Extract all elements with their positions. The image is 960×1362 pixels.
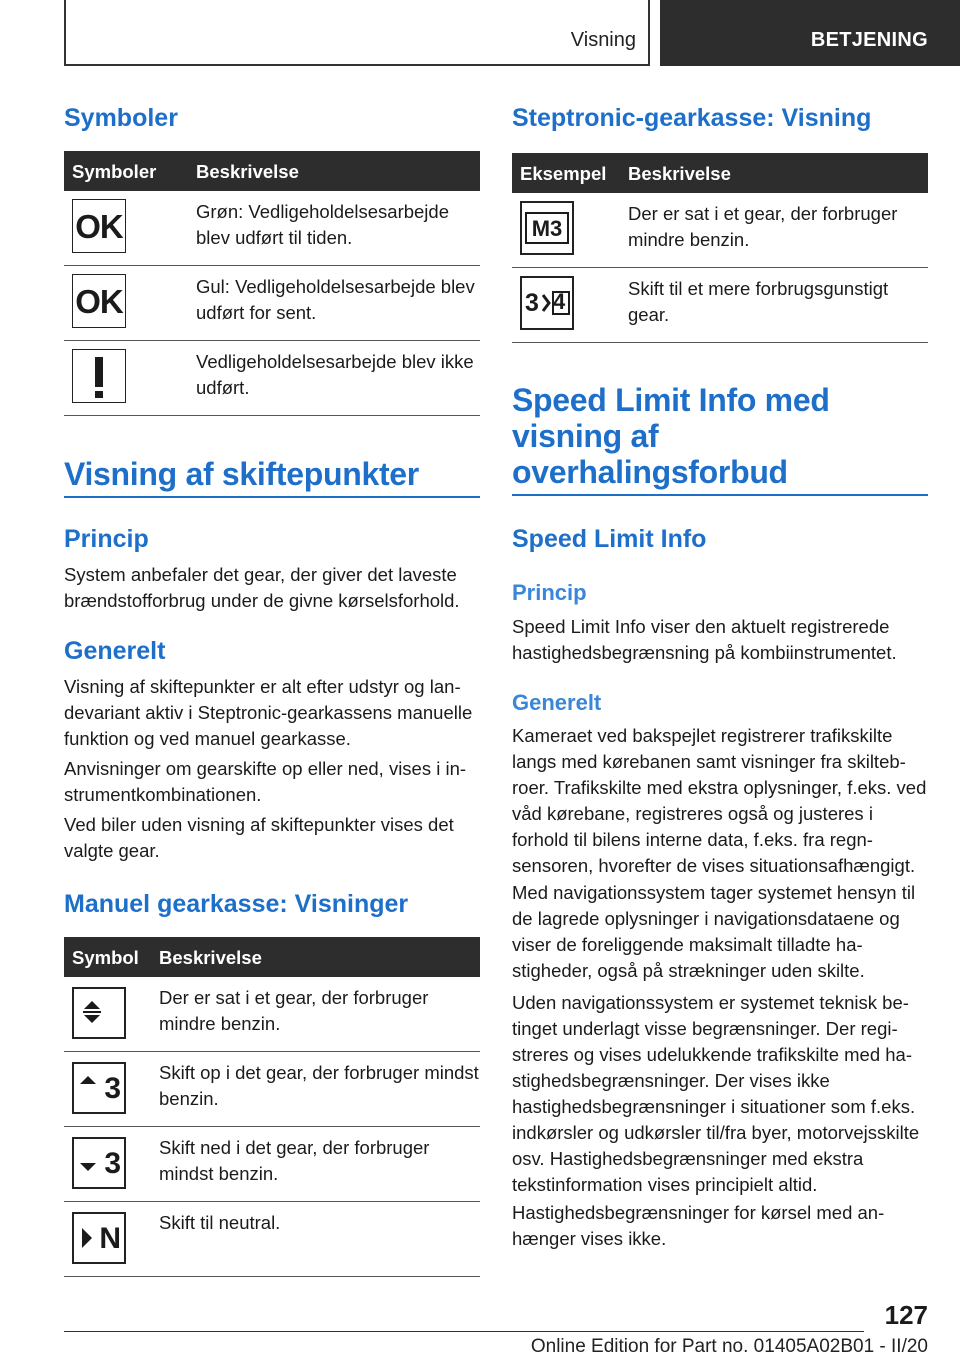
heading-rule xyxy=(64,496,480,498)
heading-rule xyxy=(512,494,928,496)
shift-3-to-4-icon: 3 4 xyxy=(520,276,574,330)
generelt-paragraph-2: Anvisninger om gearskifte op eller ned, vises i instrumentkombinationen. xyxy=(64,758,467,805)
col-header-symbol: Symboler xyxy=(72,161,157,182)
symbols-table-header xyxy=(64,151,480,191)
table-row: 3 Skift ned i det gear, der forbruger mindst benzin. xyxy=(64,1127,480,1202)
header-chapter-tab[interactable] xyxy=(660,0,960,66)
ok-icon: OK xyxy=(72,199,126,253)
shift-down-3-icon: 3 xyxy=(72,1137,126,1189)
m3-icon: M3 xyxy=(520,201,574,255)
table-row: OK Grøn: Vedligeholdelsesarbejde blev udført til tiden. xyxy=(64,191,480,266)
header-rule-left xyxy=(64,0,66,66)
col-header-description: Beskrivelse xyxy=(159,947,262,968)
exclamation-icon xyxy=(72,349,126,403)
table-row: 3 4 Skift til et mere forbrugsgunstigt gear. xyxy=(512,268,928,343)
generelt-paragraph-3: Uden navigationssystem er systemet teknisk betinget underlagt visse begrænsninger. Der registreres og vises udelukkende trafikskilte med hastighedsbegrænsninger. Der vises ikke hastighedsbegrænsninger i situationer som f.eks. indkørsler og udkørsler til/fra byer, motorvejsskilte osv. Hastighedsbegrænsninger med ekstra tekstinformation vises principielt altid. xyxy=(512,992,920,1195)
generelt-paragraph-1: Kameraet ved bakspejlet registrerer trafikskilte langs med kørebanen samt visninger fra skiltebroer. Trafikskilte med ekstra oplysninger, f.eks. ved våd kørebane, registreres også og justeres i forhold til bilens interne data, f.eks. fra regnsensoren, hvorefter de vises situationsafhængigt. xyxy=(512,725,927,876)
generelt-paragraph-3: Ved biler uden visning af skiftepunkter vises det valgte gear. xyxy=(64,814,454,861)
chapter-label: BETJENING xyxy=(810,29,928,51)
table-row: M3 Der er sat i et gear, der forbruger mindre benzin. xyxy=(512,193,928,268)
table-row: Vedligeholdelsesarbejde blev ikke udført. xyxy=(64,341,480,416)
header-rule-bottom xyxy=(64,64,650,66)
header-rule-right xyxy=(648,0,650,66)
princip-heading: Princip xyxy=(512,580,587,605)
page-number: 127 xyxy=(884,1300,928,1330)
table-row: N Skift til neutral. xyxy=(64,1202,480,1277)
manual-gearbox-table xyxy=(64,937,480,1277)
col-header-example: Eksempel xyxy=(520,163,607,184)
steptronic-table xyxy=(512,153,928,343)
princip-heading: Princip xyxy=(64,525,149,553)
shift-up-3-icon: 3 xyxy=(72,1062,126,1114)
header-section-label: Visning xyxy=(570,29,636,51)
sli-heading: Speed Limit Info xyxy=(512,525,707,553)
symbols-table xyxy=(64,151,480,416)
princip-text: System anbefaler det gear, der giver det laveste brændstofforbrug under de givne kørselsforhold. xyxy=(64,564,460,611)
generelt-paragraph-1: Visning af skiftepunkter er alt efter udstyr og landevariant aktiv i Steptronic-gearkassens manuelle funktion og ved manuel gearkasse. xyxy=(64,676,473,749)
table-row: 3 Skift op i det gear, der forbruger mindst benzin. xyxy=(64,1052,480,1127)
symbols-heading: Symboler xyxy=(64,104,178,132)
generelt-paragraph-4: Hastighedsbegrænsninger for kørsel med anhænger vises ikke. xyxy=(512,1202,885,1249)
up-down-arrows-icon xyxy=(72,987,126,1039)
footer-rule xyxy=(64,1331,864,1332)
manual-table-header xyxy=(64,937,480,977)
generelt-paragraph-2: Med navigationssystem tager systemet hensyn til de lagrede oplysninger i navigationsdataene og viser de foreliggende maksimalt tilladte hastigheder, også på strækninger uden skilte. xyxy=(512,882,916,981)
speed-limit-heading: Speed Limit Info med visning af overhalingsforbud xyxy=(512,382,830,490)
princip-text: Speed Limit Info viser den aktuelt registrerede hastighedsbegrænsning på kombiinstrumentet. xyxy=(512,616,897,663)
generelt-heading: Generelt xyxy=(512,690,602,715)
steptronic-heading: Steptronic-gearkasse: Visning xyxy=(512,104,872,132)
neutral-n-icon: N xyxy=(72,1212,126,1264)
generelt-heading: Generelt xyxy=(64,637,166,665)
table-row: Der er sat i et gear, der forbruger mindre benzin. xyxy=(64,977,480,1052)
steptronic-table-header xyxy=(512,153,928,193)
col-header-description: Beskrivelse xyxy=(628,163,731,184)
table-row: OK Gul: Vedligeholdelsesarbejde blev udført for sent. xyxy=(64,266,480,341)
manual-gearbox-heading: Manuel gearkasse: Visninger xyxy=(64,890,409,918)
shift-points-heading: Visning af skiftepunkter xyxy=(64,456,419,492)
col-header-symbol: Symbol xyxy=(72,947,139,968)
col-header-description: Beskrivelse xyxy=(196,161,299,182)
ok-icon: OK xyxy=(72,274,126,328)
footer-edition: Online Edition for Part no. 01405A02B01 - II/20 xyxy=(530,1336,928,1357)
